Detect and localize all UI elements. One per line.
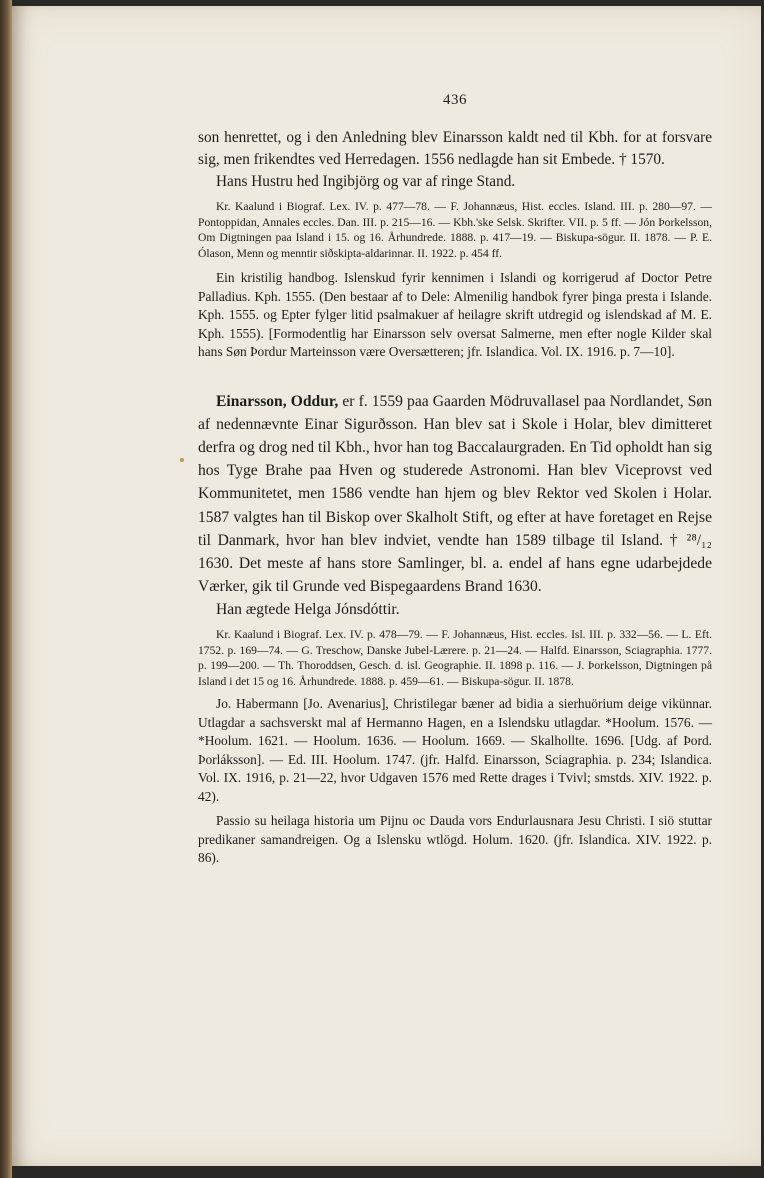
prev-entry-work: Ein kristilig handbog. Islenskud fyrir kennimen i Islandi og korrigerud af Doctor Petre Palladius. Kph. 1555. (Den bestaar af to Dele: Almenilig handbok fyrer þinga presta i Islande. Kph. 1555. og Epter fylger litid psalmakuer af heilagre skrift utdregid og islendskad af M. E. Kph. 1555). [Formodentlig har Einarsson selv oversat Salmerne, men efter nogle Kilder skal hans Søn Þordur Marteinsson være Oversætteren; jfr. Islandica. Vol. IX. 1916. p. 7—10]. xyxy=(198,270,712,359)
prev-entry-continuation: son henrettet, og i den Anledning blev Einarsson kaldt ned til Kbh. for at forsvare sig, men frikendtes ved Herredagen. 1556 nedlagde han sit Embede. † 1570. xyxy=(198,129,712,168)
prev-entry-references: Kr. Kaalund i Biograf. Lex. IV. p. 477—78. — F. Johannæus, Hist. eccles. Island. III. p. 280—97. — Pontoppidan, Annales eccles. Dan. III. p. 215—16. — Kbh.'ske Selsk. Skrifter. VII. p. 5 ff. — Jón Þorkelsson, Om Digtningen paa Island i 15. og 16. Århundrede. 1888. p. 417—19. — Biskupa-sögur. II. 1878. — P. E. Ólason, Menn og menntir siðskipta-aldarinnar. II. 1922. p. 454 ff. xyxy=(198,200,712,260)
paper-spot xyxy=(180,458,184,462)
page-text xyxy=(198,92,712,868)
book-binding-edge xyxy=(0,0,12,1178)
entry-biography: er f. 1559 paa Gaarden Mödruvallasel paa Nordlandet, Søn af nedennævnte Einar Sigurðsson. Han blev sat i Skole i Holar, blev dimitteret derfra og drog ned til Kbh., hvor han tog Baccalaurgraden. En Tid opholdt han sig hos Tyge Brahe paa Hven og studerede Astronomi. Han blev Viceprovst ved Kommunitetet, men 1586 vendte han hjem og blev Rektor ved Skolen i Holar. 1587 valgtes han til Biskop over Skalholt Stift, og efter at have foretaget en Rejse til Danmark, hvor han blev indviet, vendte han 1589 tilbage til Island. † ²⁸/₁₂ 1630. Det meste af hans store Samlinger, bl. a. endel af hans egne udarbejdede Værker, gik til Grunde ved Bispegaardens Brand 1630. xyxy=(198,392,712,596)
page-number: 436 xyxy=(443,92,467,108)
entry-work-habermann: Jo. Habermann [Jo. Avenarius], Christilegar bæner ad bidia a sierhuörium deige vikünnar. Utlagdar a sachsverskt mal af Hermanno Hagen, en a Islendsku utlagdar. *Hoolum. 1576. — *Hoolum. 1621. — Hoolum. 1636. — Hoolum. 1669. — Skalhollte. 1696. [Udg. af Þord. Þorláksson]. — Ed. III. Hoolum. 1747. (jfr. Halfd. Einarsson, Sciagraphia. p. 234; Islandica. Vol. IX. 1916, p. 21—22, hvor Udgaven 1576 med Rette drages i Tvivl; smstds. XIV. 1922. p. 42). xyxy=(198,696,712,804)
prev-entry-wife: Hans Hustru hed Ingibjörg og var af ringe Stand. xyxy=(216,173,516,190)
entry-work-passio: Passio su heilaga historia um Pijnu oc Dauda vors Endurlausnara Jesu Christi. I siö stuttar predikaner samandreigen. Og a Islensku wtlögd. Holum. 1620. (jfr. Islandica. XIV. 1922. p. 86). xyxy=(198,813,712,866)
entry-references: Kr. Kaalund i Biograf. Lex. IV. p. 478—79. — F. Johannæus, Hist. eccles. Isl. III. p. 332—56. — L. Eft. 1752. p. 169—74. — G. Treschow, Danske Jubel-Lærere. p. 21—24. — Halfd. Einarsson, Sciagraphia. 1777. p. 199—200. — Th. Thoroddsen, Gesch. d. isl. Geographie. II. 1898 p. 116. — J. Þorkelsson, Digtningen på Island i det 15 og 16. Århundrede. 1888. p. 459—61. — Biskupa-sögur. II. 1878. xyxy=(198,628,712,688)
entry-wife: Han ægtede Helga Jónsdóttir. xyxy=(216,601,400,619)
entry-headword: Einarsson, Oddur, xyxy=(216,392,339,410)
entry-einarsson-oddur xyxy=(198,390,712,599)
